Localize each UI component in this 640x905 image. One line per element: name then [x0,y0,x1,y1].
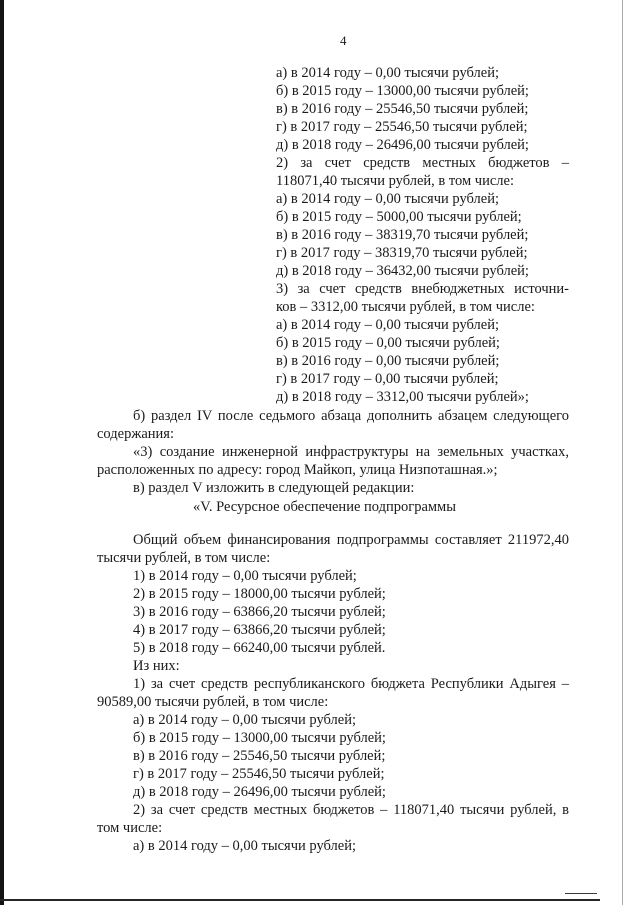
text-line: д) в 2018 году – 26496,00 тысячи рублей; [276,137,529,153]
text-line: а) в 2014 году – 0,00 тысячи рублей; [276,191,499,207]
text-line: том числе: [97,820,163,836]
text-line: 5) в 2018 году – 66240,00 тысячи рублей. [133,640,386,656]
text-line: в) раздел V изложить в следующей редакции: [133,480,415,496]
text-line: в) в 2016 году – 0,00 тысячи рублей; [276,353,500,369]
text-line: б) в 2015 году – 13000,00 тысячи рублей; [133,730,386,746]
text-line: 90589,00 тысячи рублей, в том числе: [97,694,329,710]
section-heading: «V. Ресурсное обеспечение подпрограммы [193,499,456,515]
scan-mark [565,893,597,894]
text-line: б) в 2015 году – 5000,00 тысячи рублей; [276,209,522,225]
text-line: 2) за счет средств местных бюджетов – 118071,40 тысячи рублей, в [133,802,569,818]
text-line: 2) в 2015 году – 18000,00 тысячи рублей; [133,586,386,602]
page-number: 4 [340,33,347,48]
text-line: д) в 2018 году – 26496,00 тысячи рублей; [133,784,386,800]
text-line: г) в 2017 году – 25546,50 тысячи рублей; [133,766,385,782]
text-line: д) в 2018 году – 3312,00 тысячи рублей»; [276,389,529,405]
text-line: содержания: [97,426,175,442]
text-line: б) раздел IV после седьмого абзаца дополнить абзацем следующего [133,408,569,424]
text-line: 118071,40 тысячи рублей, в том числе: [276,173,514,189]
text-line: а) в 2014 году – 0,00 тысячи рублей; [276,65,499,81]
text-line: Из них: [133,658,180,674]
text-line: 1) за счет средств республиканского бюджета Республики Адыгея – [133,676,569,692]
text-line: б) в 2015 году – 0,00 тысячи рублей; [276,335,500,351]
text-line: Общий объем финансирования подпрограммы составляет 211972,40 [133,532,569,548]
text-line: а) в 2014 году – 0,00 тысячи рублей; [133,712,356,728]
text-line: расположенных по адресу: город Майкоп, улица Низпоташная.»; [97,462,498,478]
text-line: а) в 2014 году – 0,00 тысячи рублей; [276,317,499,333]
text-line: г) в 2017 году – 25546,50 тысячи рублей; [276,119,528,135]
text-line: 2) за счет средств местных бюджетов – [276,155,569,171]
scan-bottom-edge [0,899,600,901]
text-line: г) в 2017 году – 0,00 тысячи рублей; [276,371,499,387]
text-line: 4) в 2017 году – 63866,20 тысячи рублей; [133,622,386,638]
text-line: 3) за счет средств внебюджетных источни- [276,281,569,297]
text-line: д) в 2018 году – 36432,00 тысячи рублей; [276,263,529,279]
text-line: тысячи рублей, в том числе: [97,550,271,566]
text-line: г) в 2017 году – 38319,70 тысячи рублей; [276,245,528,261]
text-line: в) в 2016 году – 25546,50 тысячи рублей; [133,748,386,764]
text-line: 3) в 2016 году – 63866,20 тысячи рублей; [133,604,386,620]
scan-left-edge [0,0,4,905]
text-line: в) в 2016 году – 38319,70 тысячи рублей; [276,227,529,243]
scan-right-edge [622,0,623,905]
text-line: в) в 2016 году – 25546,50 тысячи рублей; [276,101,529,117]
text-line: а) в 2014 году – 0,00 тысячи рублей; [133,838,356,854]
text-line: «3) создание инженерной инфраструктуры на земельных участках, [133,444,569,460]
text-line: б) в 2015 году – 13000,00 тысячи рублей; [276,83,529,99]
text-line: 1) в 2014 году – 0,00 тысячи рублей; [133,568,357,584]
text-line: ков – 3312,00 тысячи рублей, в том числе: [276,299,535,315]
